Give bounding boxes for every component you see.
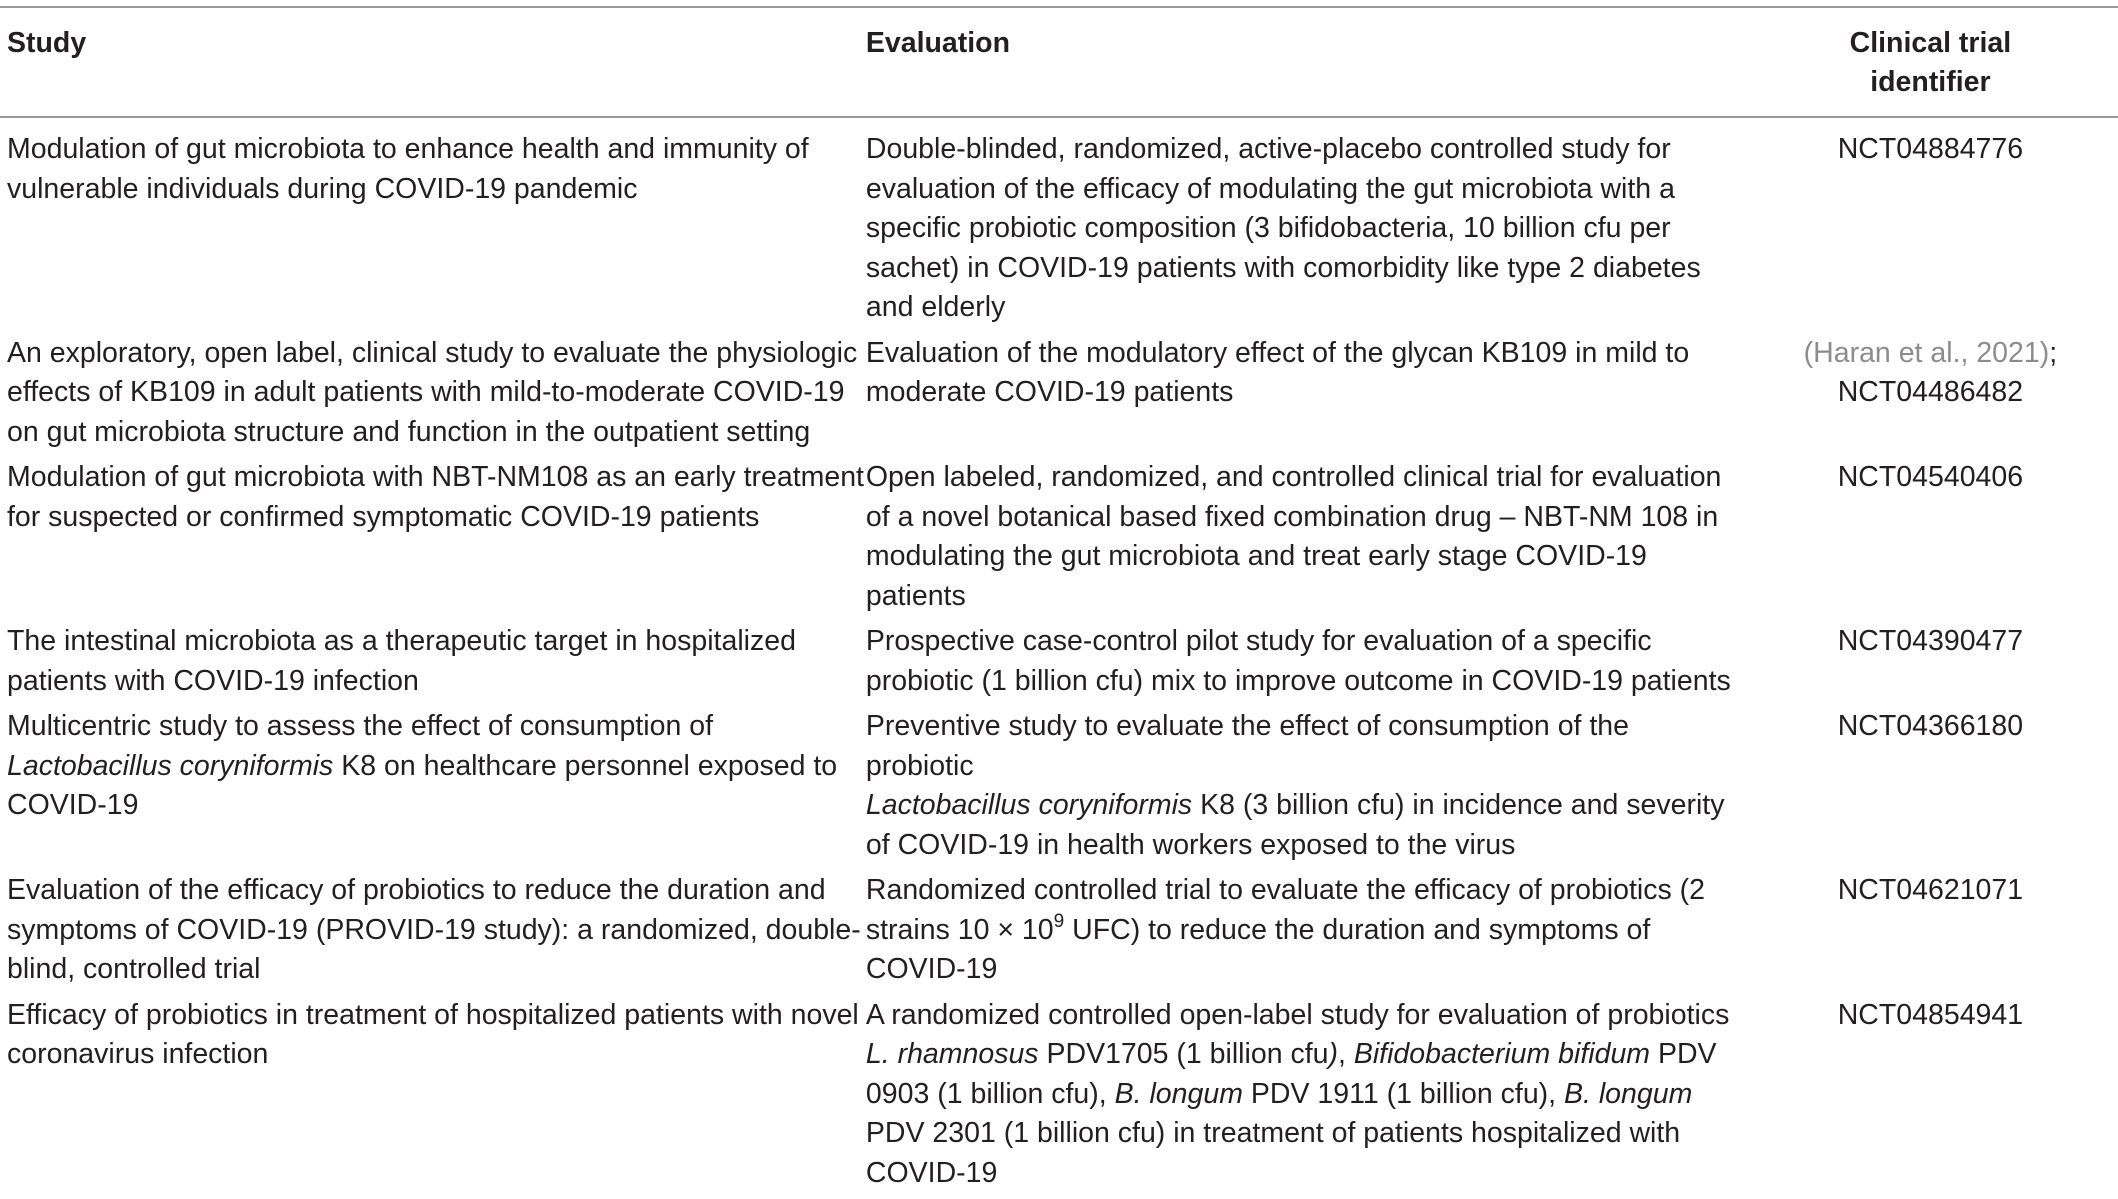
table-header — [0, 7, 2118, 117]
clinical-trials-table — [0, 6, 2118, 1199]
citation-link[interactable]: (Haran et al., 2021) — [1804, 337, 2050, 369]
study-cell: Modulation of gut microbiota to enhance health and immunity of vulnerable individuals during COVID-19 pandemic — [0, 117, 866, 334]
citation-separator: ; — [2049, 337, 2057, 369]
identifier-cell: NCT04390477 — [1743, 622, 2118, 707]
study-cell: Efficacy of probiotics in treatment of hospitalized patients with novel coronavirus infection — [0, 996, 866, 1199]
header-study: Study — [0, 7, 866, 117]
species-name: Bifidobacterium bifidum — [1354, 1038, 1650, 1070]
evaluation-text: PDV 2301 (1 billion cfu) in treatment of patients hospitalized with COVID-19 — [866, 1117, 1680, 1189]
species-name: Lactobacillus coryniformis — [866, 789, 1192, 821]
header-identifier — [1743, 7, 2118, 117]
study-cell: Modulation of gut microbiota with NBT-NM108 as an early treatment for suspected or confirmed symptomatic COVID-19 patients — [0, 458, 866, 622]
study-cell: An exploratory, open label, clinical study to evaluate the physiologic effects of KB109 in adult patients with mild-to-moderate COVID-19 on gut microbiota structure and function in the outpatient setting — [0, 334, 866, 459]
table-row — [0, 622, 2118, 707]
identifier-cell: NCT04366180 — [1743, 707, 2118, 871]
species-name: ) — [1328, 1038, 1338, 1070]
evaluation-cell — [866, 871, 1743, 996]
evaluation-text: , — [1338, 1038, 1354, 1070]
table-row — [0, 117, 2118, 334]
superscript-exponent: 9 — [1054, 911, 1065, 932]
study-cell: Evaluation of the efficacy of probiotics to reduce the duration and symptoms of COVID-19 (PROVID-19 study): a randomized, double-blind, controlled trial — [0, 871, 866, 996]
evaluation-text: A randomized controlled open-label study for evaluation of probiotics — [866, 999, 1729, 1031]
identifier-cell: NCT04621071 — [1743, 871, 2118, 996]
identifier-block — [1804, 334, 2057, 413]
species-name: Lactobacillus coryniformis — [7, 750, 333, 782]
evaluation-cell: Evaluation of the modulatory effect of the glycan KB109 in mild to moderate COVID-19 patients — [866, 334, 1743, 459]
table-row — [0, 334, 2118, 459]
evaluation-cell: Open labeled, randomized, and controlled clinical trial for evaluation of a novel botanical based fixed combination drug – NBT-NM 108 in modulating the gut microbiota and treat early stage COVID-19 patients — [866, 458, 1743, 622]
evaluation-text: K8 (3 billion cfu) in incidence and severity of COVID-19 in health workers exposed to the virus — [866, 789, 1725, 861]
table-row — [0, 458, 2118, 622]
evaluation-text: PDV 0903 (1 billion cfu), — [866, 1038, 1717, 1110]
evaluation-text: UFC) to reduce the duration and symptoms of COVID-19 — [866, 914, 1650, 986]
study-cell: The intestinal microbiota as a therapeutic target in hospitalized patients with COVID-19 infection — [0, 622, 866, 707]
study-text: Multicentric study to assess the effect of consumption of — [7, 710, 713, 742]
identifier-cell: NCT04854941 — [1743, 996, 2118, 1199]
species-name: B. longum — [1564, 1078, 1692, 1110]
evaluation-text: Preventive study to evaluate the effect of consumption of the probiotic — [866, 710, 1629, 782]
header-evaluation: Evaluation — [866, 7, 1743, 117]
species-name: B. longum — [1115, 1078, 1243, 1110]
header-identifier-line2: identifier — [1870, 66, 1990, 98]
header-row — [0, 7, 2118, 117]
study-cell — [0, 707, 866, 871]
evaluation-cell — [866, 707, 1743, 871]
identifier-text: NCT04486482 — [1838, 376, 2023, 408]
evaluation-cell — [866, 996, 1743, 1199]
identifier-cell: NCT04540406 — [1743, 458, 2118, 622]
identifier-cell — [1743, 334, 2118, 459]
evaluation-text: PDV1705 (1 billion cfu — [1039, 1038, 1329, 1070]
evaluation-cell: Double-blinded, randomized, active-placebo controlled study for evaluation of the efficacy of modulating the gut microbiota with a specific probiotic composition (3 bifidobacteria, 10 billion cfu per sachet) in COVID-19 patients with comorbidity like type 2 diabetes and elderly — [866, 117, 1743, 334]
header-identifier-line1: Clinical trial — [1850, 27, 2012, 59]
table-row — [0, 871, 2118, 996]
evaluation-cell: Prospective case-control pilot study for evaluation of a specific probiotic (1 billion cfu) mix to improve outcome in COVID-19 patients — [866, 622, 1743, 707]
identifier-cell: NCT04884776 — [1743, 117, 2118, 334]
species-name: L. rhamnosus — [866, 1038, 1039, 1070]
table-body — [0, 117, 2118, 1199]
table-row — [0, 996, 2118, 1199]
study-text: K8 on healthcare personnel exposed to COVID-19 — [7, 750, 837, 822]
evaluation-text: Randomized controlled trial to evaluate the efficacy of probiotics (2 strains 10 × 10 — [866, 874, 1705, 946]
evaluation-text: PDV 1911 (1 billion cfu), — [1243, 1078, 1564, 1110]
table-row — [0, 707, 2118, 871]
